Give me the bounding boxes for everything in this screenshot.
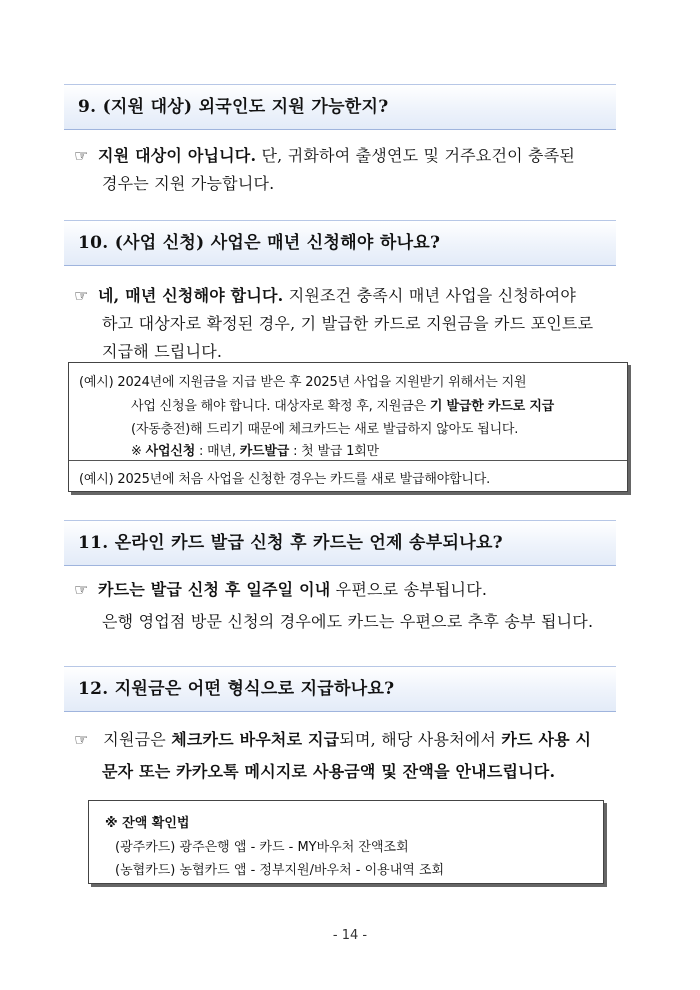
pointing-hand-icon: ☞: [74, 286, 89, 305]
answer-11-text: 우편으로 송부됩니다.: [330, 580, 488, 599]
answer-10-line2: 하고 대상자로 확정된 경우, 기 발급한 카드로 지원금을 카드 포인트로: [102, 314, 594, 333]
answer-9-line2: 경우는 지원 가능합니다.: [102, 174, 275, 193]
answer-11-emphasis: 카드는 발급 신청 후 일주일 이내: [98, 580, 331, 599]
question-12-heading: 12. 지원금은 어떤 형식으로 지급하나요?: [64, 666, 616, 712]
example-box: [68, 362, 628, 492]
example-line-2-text: 사업 신청을 해야 합니다. 대상자로 확정 후, 지원금은: [131, 399, 430, 414]
question-10-heading: 10. (사업 신청) 사업은 매년 신청해야 하나요?: [64, 220, 616, 266]
answer-12-text-b: 되며, 해당 사용처에서: [339, 730, 502, 749]
example-line-2-emphasis: 기 발급한 카드로 지급: [429, 399, 555, 414]
answer-9-text: 단, 귀화하여 출생연도 및 거주요건이 충족된: [256, 146, 576, 165]
answer-9-emphasis: 지원 대상이 아닙니다.: [98, 146, 257, 165]
question-11-heading: 11. 온라인 카드 발급 신청 후 카드는 언제 송부되나요?: [64, 520, 616, 566]
answer-9: [74, 142, 640, 198]
answer-10-line3: 지급해 드립니다.: [102, 342, 223, 361]
answer-10: [74, 282, 640, 366]
example-line-3: (자동충전)해 드리기 때문에 체크카드는 새로 발급하지 않아도 됩니다.: [131, 422, 519, 437]
reference-mark: ※: [131, 444, 146, 459]
answer-12-emphasis-a: 체크카드 바우처로 지급: [171, 730, 340, 749]
pointing-hand-icon: ☞: [74, 580, 89, 599]
example-divider: [69, 460, 627, 461]
answer-10-text: 지원조건 충족시 매년 사업을 신청하여야: [283, 286, 577, 305]
answer-10-emphasis: 네, 매년 신청해야 합니다.: [98, 286, 284, 305]
answer-12-line2: 문자 또는 카카오톡 메시지로 사용금액 및 잔액을 안내드립니다.: [102, 762, 556, 781]
answer-12-text-a: 지원금은: [98, 730, 172, 749]
note-apply-value: : 매년,: [195, 444, 240, 459]
answer-12-emphasis-b: 카드 사용 시: [501, 730, 592, 749]
balance-check-box: [88, 800, 604, 884]
balance-method-gwangju: (광주카드) 광주은행 앱 - 카드 - MY바우처 잔액조회: [115, 840, 409, 855]
note-label-issue: 카드발급: [239, 444, 290, 459]
balance-heading: ※ 잔액 확인법: [105, 816, 190, 831]
answer-11-line2: 은행 영업점 방문 신청의 경우에도 카드는 우편으로 추후 송부 됩니다.: [102, 612, 594, 631]
example-line-5: (예시) 2025년에 처음 사업을 신청한 경우는 카드를 새로 발급해야합니다.: [79, 472, 491, 487]
pointing-hand-icon: ☞: [74, 146, 89, 165]
answer-11: [74, 576, 640, 636]
pointing-hand-icon: ☞: [74, 730, 89, 749]
example-line-2: [131, 395, 554, 414]
note-issue-value: : 첫 발급 1회만: [289, 444, 379, 459]
balance-method-nonghyup: (농협카드) 농협카드 앱 - 정부지원/바우처 - 이용내역 조회: [115, 863, 445, 878]
example-note: [131, 440, 379, 459]
note-label-apply: 사업신청: [145, 444, 196, 459]
example-line-1: (예시) 2024년에 지원금을 지급 받은 후 2025년 사업을 지원받기 위해서는 지원: [79, 375, 527, 390]
answer-12: [74, 724, 640, 788]
page-number: - 14 -: [332, 928, 368, 943]
question-9-heading: 9. (지원 대상) 외국인도 지원 가능한지?: [64, 84, 616, 130]
